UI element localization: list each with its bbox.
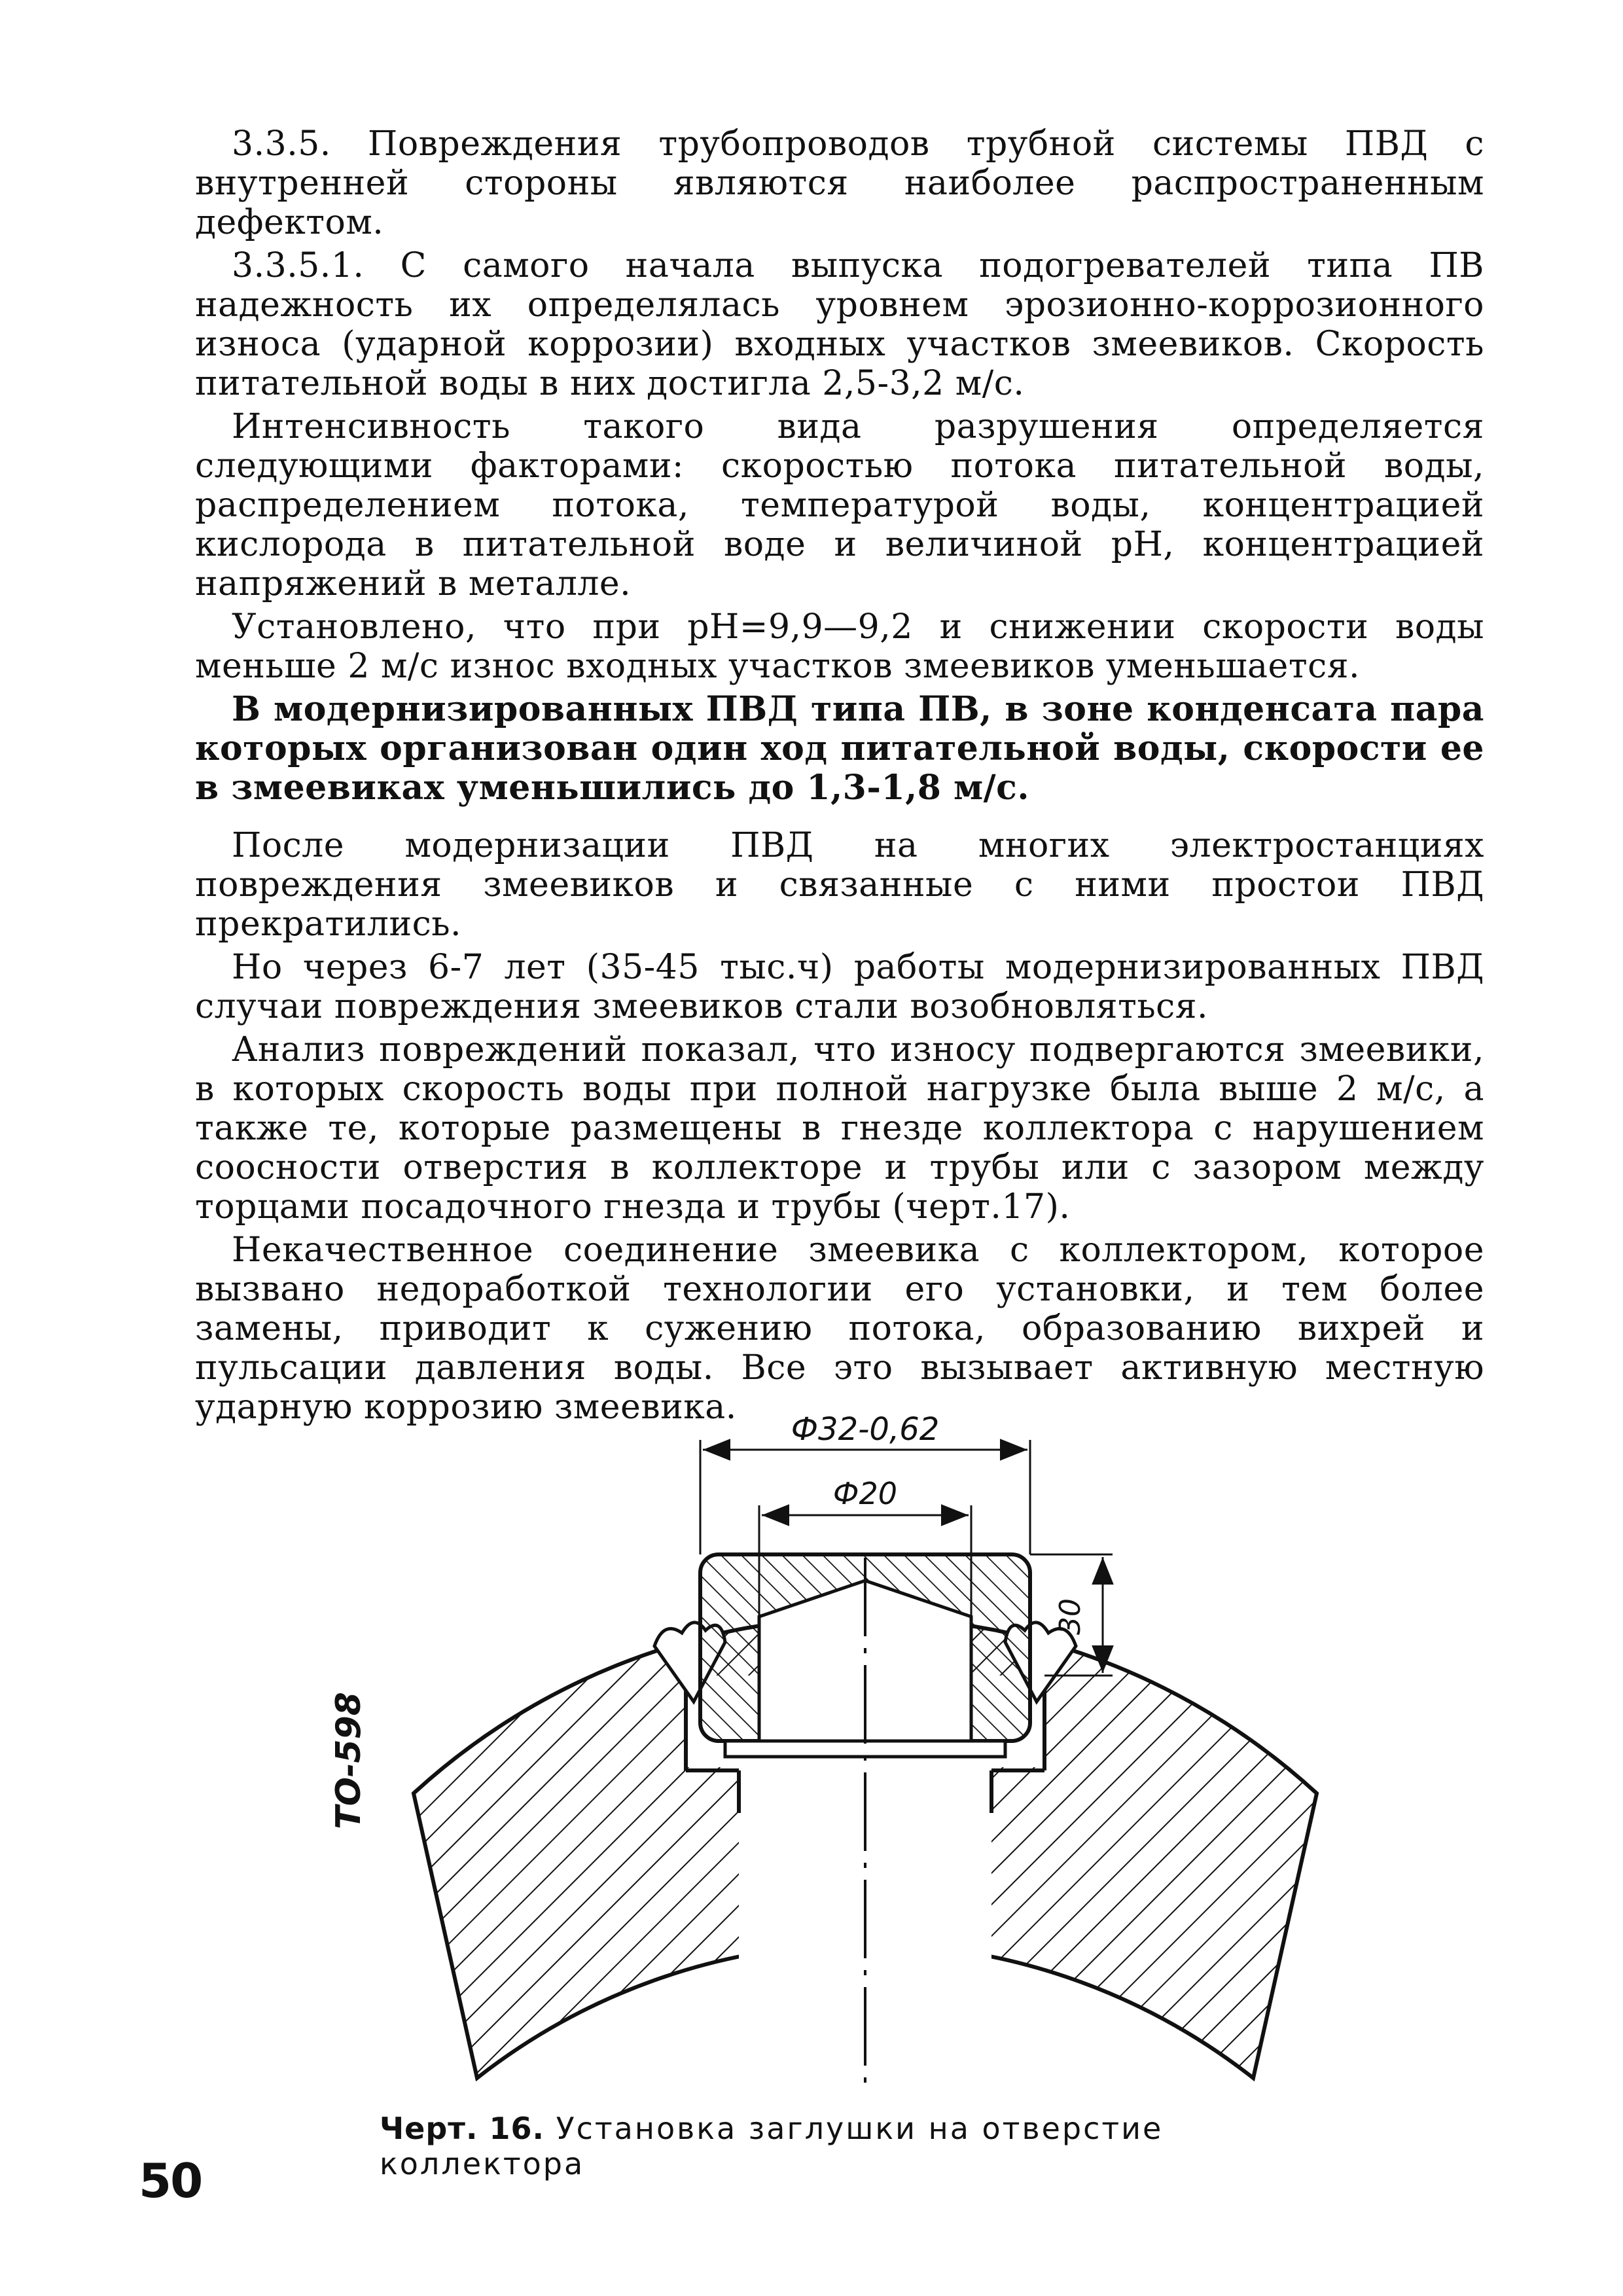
paragraph-factors: Интенсивность такого вида разрушения определяется следующими факторами: скоростью потока питательной воды, распределением потока, температурой воды, концентрацией кислорода в питательной воде и величиной pH, концентрацией напряжений в металле. [195, 407, 1484, 603]
dim-inner-label: Ф20 [832, 1476, 898, 1511]
paragraph-3-3-5: 3.3.5. Повреждения трубопроводов трубной системы ПВД с внутренней стороны являются наиболее распространенным дефектом. [195, 124, 1484, 242]
paragraph-modernized: В модернизированных ПВД типа ПВ, в зоне конденсата пара которых организован один ход питательной воды, скорости ее в змеевиках уменьшились до 1,3-1,8 м/с. [195, 689, 1484, 808]
paragraph-ph: Установлено, что при pH=9,9—9,2 и снижении скорости воды меньше 2 м/с износ входных участков змеевиков уменьшается. [195, 607, 1484, 686]
paragraph-analysis: Анализ повреждений показал, что износу подвергаются змеевики, в которых скорость воды при полной нагрузке была выше 2 м/с, а также те, которые размещены в гнезде коллектора с нарушением соосности отверстия в коллекторе и трубы или с зазором между торцами посадочного гнезда и трубы (черт.17). [195, 1030, 1484, 1227]
paragraph-after-modernization: После модернизации ПВД на многих электростанциях повреждения змеевиков и связанные с ними простои ПВД прекратились. [195, 826, 1484, 944]
technical-drawing [0, 1401, 1623, 2121]
dim-height-label: 30 [1054, 1598, 1087, 1635]
paragraph-renewal: Но через 6-7 лет (35-45 тыс.ч) работы модернизированных ПВД случаи повреждения змеевиков стали возобновляться. [195, 948, 1484, 1026]
side-code: ТО-598 [329, 1692, 368, 1829]
body-text [195, 124, 1484, 1431]
dim-outer-label: Ф32-0,62 [791, 1411, 940, 1448]
paragraph-poor-connection: Некачественное соединение змеевика с коллектором, которое вызвано недоработкой технологии его установки, и тем более замены, приводит к сужению потока, образованию вихрей и пульсации давления воды. Все это вызывает активную местную ударную коррозию змеевика. [195, 1230, 1484, 1427]
figure-caption [380, 2111, 1296, 2181]
caption-label: Черт. 16. [380, 2111, 544, 2146]
paragraph-3-3-5-1: 3.3.5.1. С самого начала выпуска подогревателей типа ПВ надежность их определялась уровнем эрозионно-коррозионного износа (ударной коррозии) входных участков змеевиков. Скорость питательной воды в них достигла 2,5-3,2 м/с. [195, 246, 1484, 403]
page-number: 50 [139, 2153, 202, 2208]
caption-text: Установка заглушки на отверстие коллектора [380, 2111, 1164, 2181]
